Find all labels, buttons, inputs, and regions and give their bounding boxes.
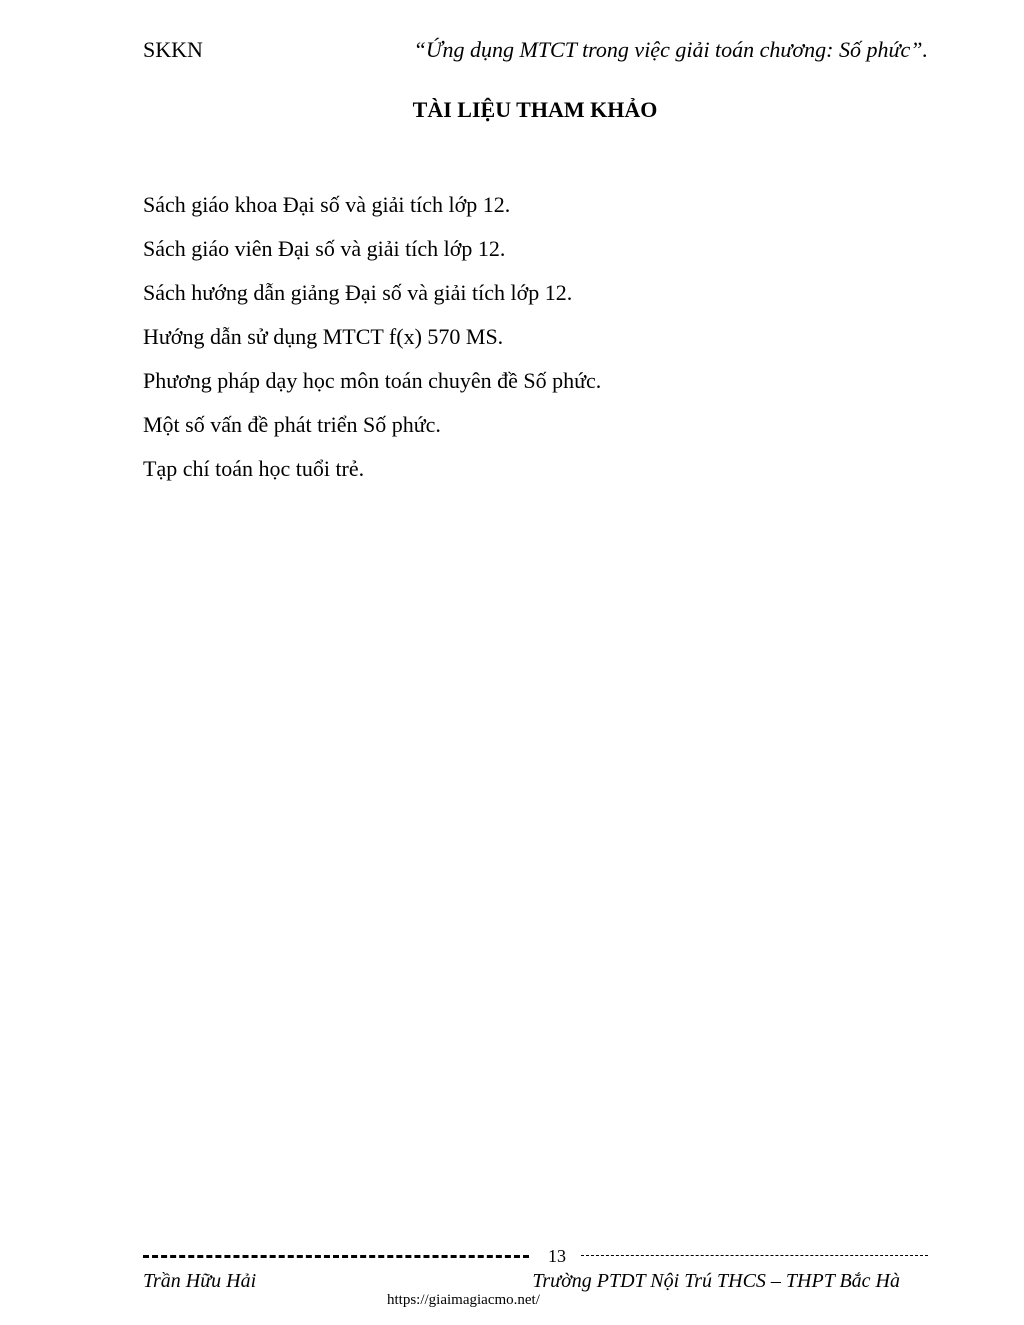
- footer-rule: [143, 1244, 928, 1268]
- reference-item: Một số vấn đề phát triển Số phức.: [143, 412, 441, 437]
- footer-school: Trường PTDT Nội Trú THCS – THPT Bắc Hà: [532, 1270, 900, 1292]
- footer-url-link[interactable]: https://giaimagiacmo.net/: [387, 1292, 540, 1308]
- reference-item: Tạp chí toán học tuổi trẻ.: [143, 456, 365, 481]
- reference-item: Hướng dẫn sử dụng MTCT f(x) 570 MS.: [143, 324, 504, 349]
- reference-item: Phương pháp dạy học môn toán chuyên đề Số phức.: [143, 368, 602, 393]
- reference-item: Sách hướng dẫn giảng Đại số và giải tích lớp 12.: [143, 280, 573, 305]
- header-doc-type: SKKN: [143, 37, 203, 62]
- footer-author: Trần Hữu Hải: [143, 1270, 257, 1292]
- header-doc-title: “Ứng dụng MTCT trong việc giải toán chương: Số phức”.: [413, 37, 928, 62]
- footer-divider-thin: [581, 1255, 928, 1256]
- page-title: TÀI LIỆU THAM KHẢO: [412, 97, 658, 122]
- reference-item: Sách giáo viên Đại số và giải tích lớp 12.: [143, 236, 506, 261]
- page-number: 13: [548, 1246, 566, 1266]
- footer-divider-bold: [143, 1255, 529, 1258]
- reference-item: Sách giáo khoa Đại số và giải tích lớp 12.: [143, 192, 511, 217]
- reference-list: [143, 183, 601, 491]
